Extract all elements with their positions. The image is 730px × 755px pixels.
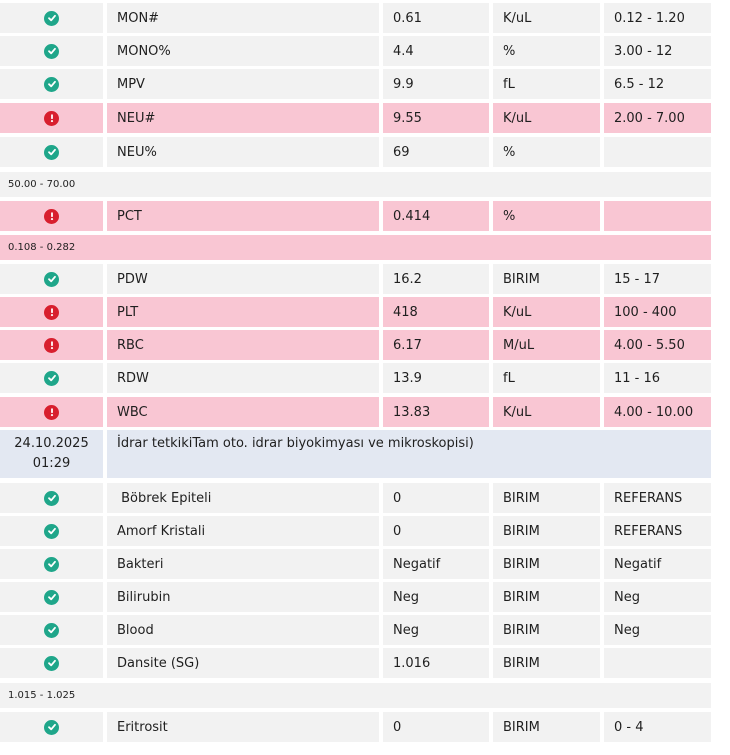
test-reference: 11 - 16	[614, 370, 661, 386]
test-name-cell	[107, 69, 379, 99]
test-reference-cell	[604, 483, 711, 513]
test-reference-cell	[604, 201, 711, 231]
test-value: Negatif	[393, 556, 441, 572]
test-name-cell	[107, 615, 379, 645]
test-reference: 3.00 - 12	[614, 43, 673, 59]
test-unit-cell	[493, 516, 600, 546]
test-unit: BIRIM	[503, 523, 540, 539]
test-reference: 6.5 - 12	[614, 76, 665, 92]
test-name: PLT	[117, 304, 139, 320]
test-reference: REFERANS	[614, 490, 683, 506]
test-reference: Neg	[614, 622, 640, 638]
test-value-cell	[383, 103, 489, 133]
status-cell	[0, 516, 103, 546]
test-value: 69	[393, 144, 410, 160]
reference-range-text: 1.015 - 1.025	[8, 690, 76, 701]
test-name: NEU%	[117, 144, 157, 160]
test-reference-cell	[604, 297, 711, 327]
test-reference: 0 - 4	[614, 719, 644, 735]
test-name-cell	[107, 397, 379, 427]
check-circle-icon	[44, 371, 59, 386]
test-unit: %	[503, 43, 516, 59]
exclamation-circle-icon	[44, 405, 59, 420]
test-value-cell	[383, 69, 489, 99]
status-cell	[0, 397, 103, 427]
test-unit: fL	[503, 370, 515, 386]
test-unit: BIRIM	[503, 556, 540, 572]
test-unit-cell	[493, 201, 600, 231]
test-value-cell	[383, 483, 489, 513]
check-circle-icon	[44, 145, 59, 160]
status-cell	[0, 264, 103, 294]
test-name: WBC	[117, 404, 148, 420]
test-value-cell	[383, 264, 489, 294]
test-group-title	[107, 430, 711, 478]
test-unit-cell	[493, 397, 600, 427]
check-circle-icon	[44, 491, 59, 506]
reference-range-text: 50.00 - 70.00	[8, 179, 76, 190]
test-reference: 15 - 17	[614, 271, 661, 287]
status-cell	[0, 483, 103, 513]
test-value-cell	[383, 137, 489, 167]
test-value: 6.17	[393, 337, 422, 353]
test-unit: BIRIM	[503, 490, 540, 506]
test-value-cell	[383, 330, 489, 360]
test-unit-cell	[493, 483, 600, 513]
test-name-cell	[107, 297, 379, 327]
test-name: Amorf Kristali	[117, 523, 206, 539]
test-reference-cell	[604, 712, 711, 742]
status-cell	[0, 363, 103, 393]
reference-range-text: 0.108 - 0.282	[8, 242, 76, 253]
test-unit-cell	[493, 69, 600, 99]
test-name-cell	[107, 264, 379, 294]
test-unit-cell	[493, 549, 600, 579]
test-name: NEU#	[117, 110, 156, 126]
test-unit: %	[503, 144, 516, 160]
test-unit: K/uL	[503, 110, 532, 126]
test-reference: 2.00 - 7.00	[614, 110, 685, 126]
test-name-cell	[107, 3, 379, 33]
test-unit: BIRIM	[503, 655, 540, 671]
test-reference-cell	[604, 363, 711, 393]
test-name: Eritrosit	[117, 719, 168, 735]
test-name-cell	[107, 201, 379, 231]
test-value-cell	[383, 615, 489, 645]
status-cell	[0, 36, 103, 66]
status-cell	[0, 582, 103, 612]
status-cell	[0, 648, 103, 678]
test-value: 0	[393, 490, 402, 506]
test-date: 24.10.2025	[14, 436, 89, 451]
test-value-cell	[383, 582, 489, 612]
test-name: Dansite (SG)	[117, 655, 200, 671]
test-reference-cell	[604, 264, 711, 294]
test-value-cell	[383, 297, 489, 327]
test-value-cell	[383, 397, 489, 427]
exclamation-circle-icon	[44, 305, 59, 320]
status-cell	[0, 3, 103, 33]
test-name: MONO%	[117, 43, 171, 59]
test-unit: M/uL	[503, 337, 535, 353]
status-cell	[0, 549, 103, 579]
exclamation-circle-icon	[44, 209, 59, 224]
test-unit: BIRIM	[503, 622, 540, 638]
test-name-cell	[107, 712, 379, 742]
check-circle-icon	[44, 11, 59, 26]
test-unit-cell	[493, 648, 600, 678]
test-value: 1.016	[393, 655, 431, 671]
test-unit-cell	[493, 712, 600, 742]
check-circle-icon	[44, 77, 59, 92]
test-value: 0.414	[393, 208, 431, 224]
test-value: 16.2	[393, 271, 422, 287]
test-reference-cell	[604, 3, 711, 33]
test-reference: Negatif	[614, 556, 662, 572]
status-cell	[0, 103, 103, 133]
test-unit: fL	[503, 76, 515, 92]
test-value-cell	[383, 549, 489, 579]
test-unit-cell	[493, 3, 600, 33]
status-cell	[0, 615, 103, 645]
test-name: Blood	[117, 622, 154, 638]
exclamation-circle-icon	[44, 338, 59, 353]
test-unit-cell	[493, 36, 600, 66]
test-value: 0	[393, 719, 402, 735]
test-value-cell	[383, 363, 489, 393]
test-value-cell	[383, 201, 489, 231]
test-reference-cell	[604, 330, 711, 360]
test-name-cell	[107, 582, 379, 612]
reference-range-overflow	[0, 683, 711, 708]
test-unit-cell	[493, 330, 600, 360]
test-unit-cell	[493, 103, 600, 133]
test-value: 13.83	[393, 404, 431, 420]
test-name: Bilirubin	[117, 589, 171, 605]
check-circle-icon	[44, 623, 59, 638]
test-unit-cell	[493, 363, 600, 393]
status-cell	[0, 297, 103, 327]
test-reference: 0.12 - 1.20	[614, 10, 685, 26]
test-value-cell	[383, 648, 489, 678]
test-unit-cell	[493, 615, 600, 645]
test-unit-cell	[493, 582, 600, 612]
status-cell	[0, 330, 103, 360]
test-name-cell	[107, 103, 379, 133]
test-name-cell	[107, 549, 379, 579]
check-circle-icon	[44, 272, 59, 287]
test-reference-cell	[604, 36, 711, 66]
test-name-cell	[107, 330, 379, 360]
test-name: MPV	[117, 76, 145, 92]
status-cell	[0, 69, 103, 99]
test-name-cell	[107, 36, 379, 66]
test-value-cell	[383, 36, 489, 66]
test-reference-cell	[604, 397, 711, 427]
test-unit: BIRIM	[503, 271, 540, 287]
test-name: Böbrek Epiteli	[117, 490, 212, 506]
check-circle-icon	[44, 557, 59, 572]
test-unit: %	[503, 208, 516, 224]
test-unit-cell	[493, 264, 600, 294]
check-circle-icon	[44, 44, 59, 59]
test-value: 9.55	[393, 110, 422, 126]
test-unit: BIRIM	[503, 719, 540, 735]
test-unit: K/uL	[503, 304, 532, 320]
check-circle-icon	[44, 656, 59, 671]
check-circle-icon	[44, 524, 59, 539]
test-unit: K/uL	[503, 404, 532, 420]
test-name-cell	[107, 648, 379, 678]
test-reference-cell	[604, 615, 711, 645]
test-name: RDW	[117, 370, 149, 386]
test-value: 13.9	[393, 370, 422, 386]
test-reference-cell	[604, 648, 711, 678]
check-circle-icon	[44, 590, 59, 605]
test-value: 0	[393, 523, 402, 539]
status-cell	[0, 137, 103, 167]
test-reference: REFERANS	[614, 523, 683, 539]
test-reference: 100 - 400	[614, 304, 677, 320]
reference-range-overflow	[0, 235, 711, 260]
test-unit: K/uL	[503, 10, 532, 26]
test-reference-cell	[604, 103, 711, 133]
test-value-cell	[383, 3, 489, 33]
status-cell	[0, 201, 103, 231]
test-unit: BIRIM	[503, 589, 540, 605]
test-value: 9.9	[393, 76, 414, 92]
date-time-cell	[0, 430, 103, 478]
test-group-title-text: İdrar tetkikiTam oto. idrar biyokimyası ve mikroskopisi)	[117, 436, 474, 451]
test-reference-cell	[604, 549, 711, 579]
test-name: PCT	[117, 208, 142, 224]
test-time: 01:29	[32, 456, 71, 471]
check-circle-icon	[44, 720, 59, 735]
test-name: PDW	[117, 271, 148, 287]
test-name: RBC	[117, 337, 144, 353]
test-name-cell	[107, 483, 379, 513]
test-name-cell	[107, 516, 379, 546]
test-reference-cell	[604, 582, 711, 612]
test-unit-cell	[493, 137, 600, 167]
test-reference-cell	[604, 69, 711, 99]
test-value-cell	[383, 712, 489, 742]
test-value: 418	[393, 304, 418, 320]
test-reference-cell	[604, 516, 711, 546]
test-name: MON#	[117, 10, 160, 26]
test-unit-cell	[493, 297, 600, 327]
test-name: Bakteri	[117, 556, 164, 572]
test-value-cell	[383, 516, 489, 546]
test-value: Neg	[393, 622, 419, 638]
test-value: Neg	[393, 589, 419, 605]
test-reference: 4.00 - 5.50	[614, 337, 685, 353]
test-value: 4.4	[393, 43, 414, 59]
test-reference-cell	[604, 137, 711, 167]
test-reference: Neg	[614, 589, 640, 605]
test-name-cell	[107, 137, 379, 167]
test-value: 0.61	[393, 10, 422, 26]
status-cell	[0, 712, 103, 742]
reference-range-overflow	[0, 172, 711, 197]
exclamation-circle-icon	[44, 111, 59, 126]
test-name-cell	[107, 363, 379, 393]
test-reference: 4.00 - 10.00	[614, 404, 694, 420]
